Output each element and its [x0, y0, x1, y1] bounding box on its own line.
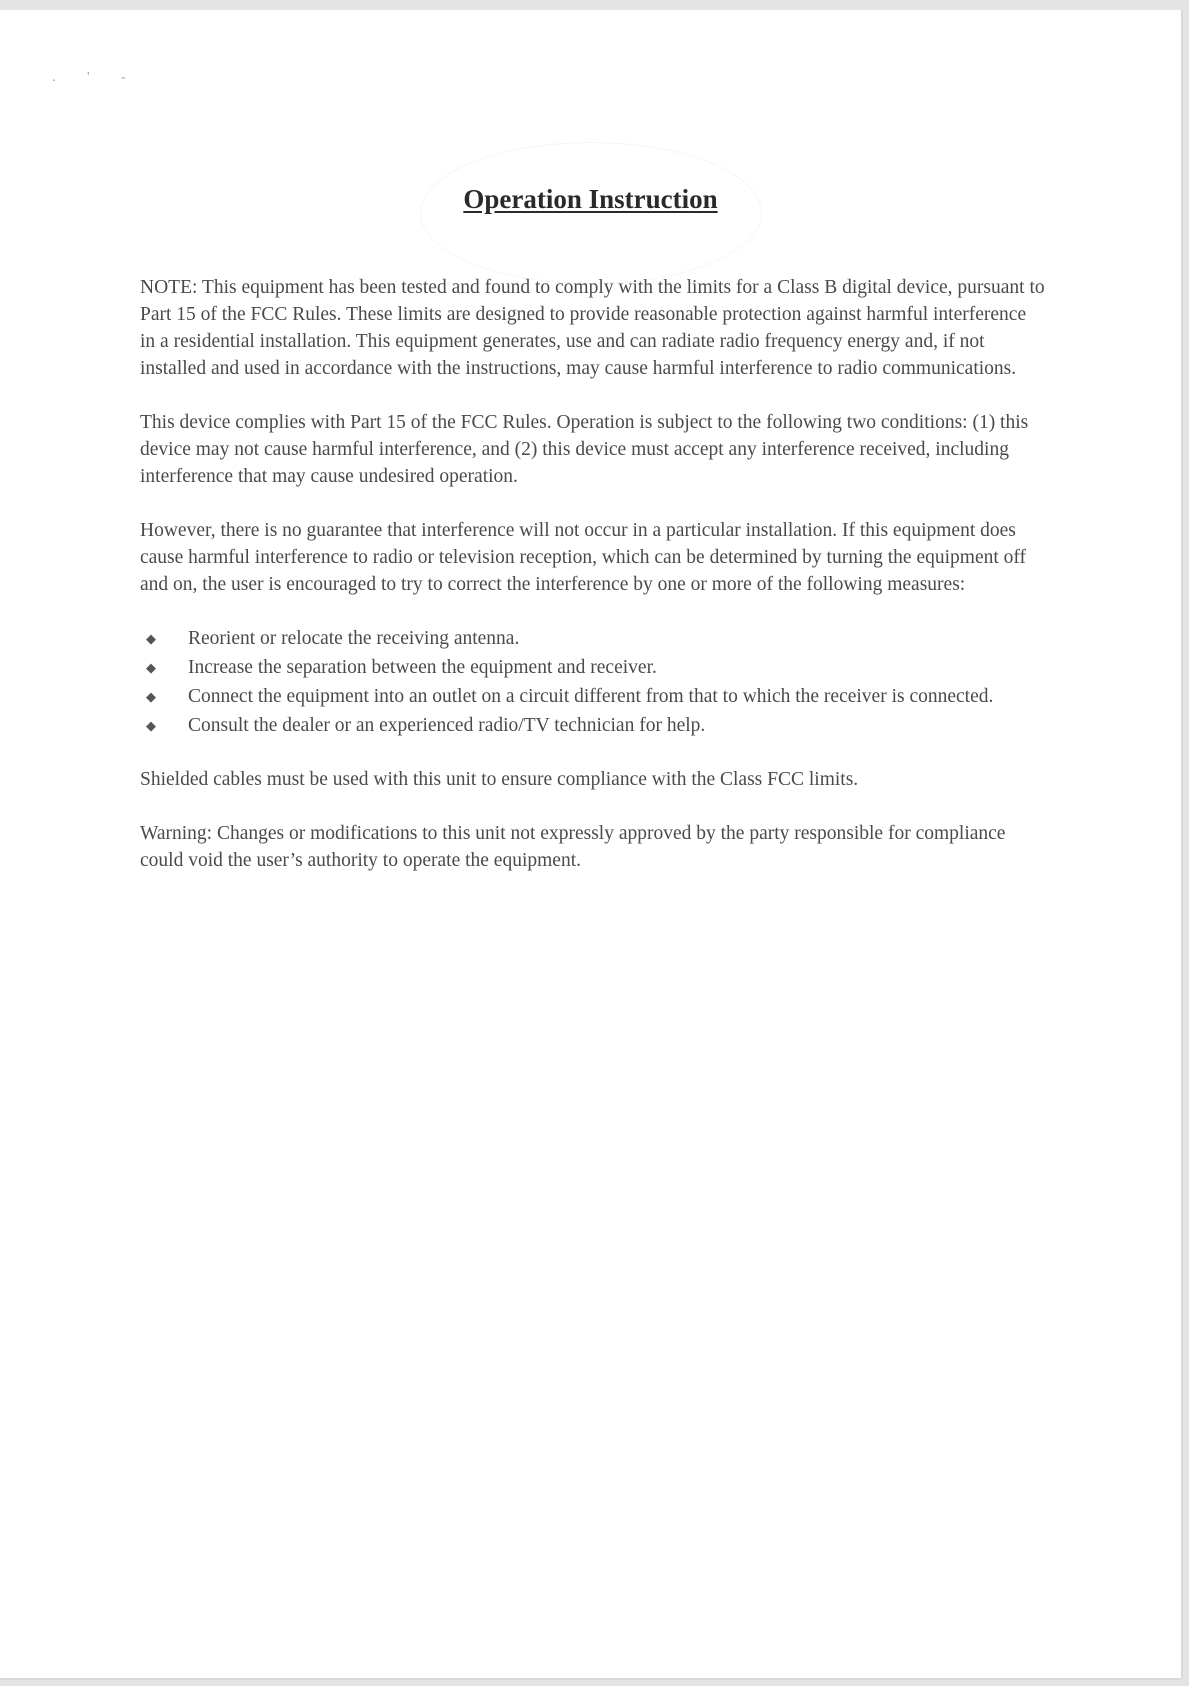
document-page	[0, 10, 1181, 1678]
list-item	[140, 712, 1045, 739]
diamond-bullet-icon: ◆	[146, 631, 156, 646]
measure-text: Connect the equipment into an outlet on a circuit different from that to which the receiver is connected.	[188, 686, 994, 707]
list-item	[140, 683, 1045, 710]
document-body	[140, 274, 1045, 901]
scan-specks: . ' -	[52, 70, 140, 85]
page-title: Operation Instruction	[463, 184, 718, 214]
list-item	[140, 654, 1045, 681]
fcc-note-paragraph: NOTE: This equipment has been tested and found to comply with the limits for a Class B digital device, pursuant to Part 15 of the FCC Rules. These limits are designed to provide reasonable protection against harmful interference in a residential installation. This equipment generates, use and can radiate radio frequency energy and, if not installed and used in accordance with the instructions, may cause harmful interference to radio communications.	[140, 277, 1045, 379]
warning-paragraph: Warning: Changes or modifications to this unit not expressly approved by the party responsible for compliance could void the user’s authority to operate the equipment.	[140, 823, 1006, 871]
list-item	[140, 625, 1045, 652]
measure-text: Increase the separation between the equipment and receiver.	[188, 657, 657, 678]
measure-text: Consult the dealer or an experienced radio/TV technician for help.	[188, 715, 706, 736]
shielded-cables-note: Shielded cables must be used with this unit to ensure compliance with the Class FCC limits.	[140, 769, 859, 790]
diamond-bullet-icon: ◆	[146, 689, 156, 704]
measures-list	[140, 625, 1045, 739]
diamond-bullet-icon: ◆	[146, 660, 156, 675]
measure-text: Reorient or relocate the receiving antenna.	[188, 628, 520, 649]
interference-guarantee-paragraph: However, there is no guarantee that interference will not occur in a particular installation. If this equipment does cause harmful interference to radio or television reception, which can be determined by turning the equipment off and on, the user is encouraged to try to correct the interference by one or more of the following measures:	[140, 520, 1027, 595]
diamond-bullet-icon: ◆	[146, 718, 156, 733]
part15-compliance-paragraph: This device complies with Part 15 of the FCC Rules. Operation is subject to the following two conditions: (1) this device may not cause harmful interference, and (2) this device must accept any interference received, including interference that may cause undesired operation.	[140, 412, 1029, 487]
